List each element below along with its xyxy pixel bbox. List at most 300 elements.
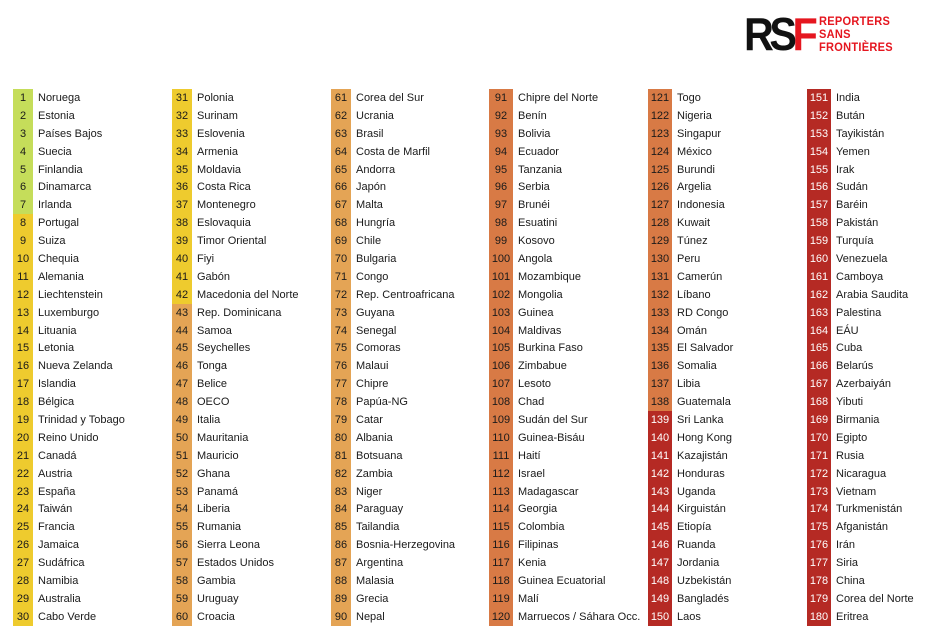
country-name: Macedonia del Norte (197, 288, 299, 301)
country-name: Guinea (518, 306, 554, 319)
rank-number: 135 (648, 339, 672, 357)
country-name: Surinam (197, 109, 238, 122)
country-name: Croacia (197, 610, 235, 623)
rank-number: 147 (648, 554, 672, 572)
rank-number: 154 (807, 143, 831, 161)
rank-number: 96 (489, 178, 513, 196)
rank-number: 124 (648, 143, 672, 161)
country-name: Rumania (197, 521, 242, 534)
rank-number: 35 (172, 161, 192, 179)
rank-number: 103 (489, 304, 513, 322)
rank-number: 48 (172, 393, 192, 411)
country-name: Jordania (677, 557, 720, 570)
country-name: Bolivia (518, 127, 551, 140)
rank-number: 112 (489, 465, 513, 483)
country-name: Lituania (38, 324, 77, 337)
country-name: Eritrea (836, 610, 869, 623)
country-name: Etiopía (677, 521, 712, 534)
rank-number: 53 (172, 483, 192, 501)
rank-number: 144 (648, 500, 672, 518)
country-name: Andorra (356, 163, 396, 176)
country-name: Brunéi (518, 199, 550, 212)
rank-number: 70 (331, 250, 351, 268)
country-name: Gabón (197, 270, 231, 283)
rank-number: 110 (489, 429, 513, 447)
country-name: Taiwán (38, 503, 73, 516)
logo-line-1: REPORTERS (819, 13, 891, 28)
country-name: Sudán del Sur (518, 413, 588, 426)
country-name: Zimbabue (518, 360, 567, 373)
country-name: Kenia (518, 557, 547, 570)
rank-number: 108 (489, 393, 513, 411)
rank-number: 175 (807, 518, 831, 536)
country-name: Papúa-NG (356, 396, 408, 409)
country-name: Líbano (677, 288, 711, 301)
country-name: Samoa (197, 324, 232, 337)
rank-number: 87 (331, 554, 351, 572)
rank-number: 75 (331, 339, 351, 357)
rank-number: 18 (13, 393, 33, 411)
rank-number: 139 (648, 411, 672, 429)
rank-number: 174 (807, 500, 831, 518)
rank-number: 176 (807, 536, 831, 554)
rank-number: 86 (331, 536, 351, 554)
country-name: Trinidad y Tobago (38, 413, 125, 426)
country-name: Laos (677, 610, 701, 623)
rank-number: 129 (648, 232, 672, 250)
country-name: Tanzania (518, 163, 563, 176)
country-name: Togo (677, 91, 701, 104)
country-name: Chad (518, 396, 545, 409)
rank-number: 55 (172, 518, 192, 536)
rank-number: 69 (331, 232, 351, 250)
rank-number: 52 (172, 465, 192, 483)
rank-number: 11 (13, 268, 33, 286)
country-name: Namibia (38, 574, 79, 587)
country-name: Haití (518, 449, 541, 462)
rank-number: 122 (648, 107, 672, 125)
rank-number: 21 (13, 447, 33, 465)
rank-number: 136 (648, 357, 672, 375)
country-name: Irán (836, 539, 855, 552)
rank-number: 43 (172, 304, 192, 322)
rank-number: 78 (331, 393, 351, 411)
country-name: Turkmenistán (836, 503, 903, 516)
rank-number: 15 (13, 339, 33, 357)
rank-number: 45 (172, 339, 192, 357)
country-name: Nigeria (677, 109, 712, 122)
rank-number: 85 (331, 518, 351, 536)
country-name: Canadá (38, 449, 77, 462)
country-name: El Salvador (677, 342, 734, 355)
country-name: Burundi (677, 163, 715, 176)
rank-number: 9 (13, 232, 33, 250)
rank-number: 127 (648, 196, 672, 214)
rank-number: 161 (807, 268, 831, 286)
country-name: Sierra Leona (197, 539, 260, 552)
country-name: Islandia (38, 378, 76, 391)
country-name: Guinea-Bisáu (518, 431, 585, 444)
rank-number: 171 (807, 447, 831, 465)
rank-number: 17 (13, 375, 33, 393)
rank-number: 150 (648, 608, 672, 626)
country-name: Brasil (356, 127, 384, 140)
rank-number: 143 (648, 483, 672, 501)
rank-number: 1 (13, 89, 33, 107)
rank-number: 58 (172, 572, 192, 590)
rsf-logo (744, 8, 934, 60)
country-name: Bosnia-Herzegovina (356, 539, 456, 552)
rank-number: 2 (13, 107, 33, 125)
rank-number: 62 (331, 107, 351, 125)
country-name: Congo (356, 270, 389, 283)
rank-number: 41 (172, 268, 192, 286)
country-name: Maldivas (518, 324, 562, 337)
country-name: Ucrania (356, 109, 394, 122)
rank-number: 145 (648, 518, 672, 536)
country-name: Baréin (836, 199, 868, 212)
rank-number: 95 (489, 161, 513, 179)
rank-number: 30 (13, 608, 33, 626)
country-name: México (677, 145, 712, 158)
country-name: Mozambique (518, 270, 581, 283)
country-name: Países Bajos (38, 127, 103, 140)
country-name: Malta (356, 199, 383, 212)
country-name: Belice (197, 378, 227, 391)
logo-letter-f: F (792, 8, 814, 60)
rank-number: 134 (648, 322, 672, 340)
rank-number: 107 (489, 375, 513, 393)
logo-letter-s: S (769, 8, 793, 60)
country-name: Serbia (518, 181, 550, 194)
rank-number: 8 (13, 214, 33, 232)
country-name: Finlandia (38, 163, 83, 176)
country-name: Jamaica (38, 539, 79, 552)
country-name: Uzbekistán (677, 574, 732, 587)
country-name: Costa Rica (197, 181, 251, 194)
country-name: Liechtenstein (38, 288, 103, 301)
country-name: Montenegro (197, 199, 256, 212)
country-name: Malaui (356, 360, 389, 373)
rank-number: 173 (807, 483, 831, 501)
country-name: Australia (38, 592, 81, 605)
rank-number: 38 (172, 214, 192, 232)
country-name: Seychelles (197, 342, 251, 355)
rank-number: 179 (807, 590, 831, 608)
rank-number: 94 (489, 143, 513, 161)
country-name: Corea del Sur (356, 91, 424, 104)
country-name: Vietnam (836, 485, 877, 498)
rank-number: 65 (331, 161, 351, 179)
country-name: Corea del Norte (836, 592, 914, 605)
logo-wordmark (819, 15, 925, 54)
rank-number: 26 (13, 536, 33, 554)
rank-number: 84 (331, 500, 351, 518)
country-name: Chequia (38, 252, 79, 265)
rank-number: 101 (489, 268, 513, 286)
country-name: Chipre (356, 378, 389, 391)
rank-number: 90 (331, 608, 351, 626)
rank-number: 77 (331, 375, 351, 393)
rank-number: 118 (489, 572, 513, 590)
rank-number: 128 (648, 214, 672, 232)
rank-number: 131 (648, 268, 672, 286)
rank-number: 138 (648, 393, 672, 411)
country-name: India (836, 91, 860, 104)
rank-number: 10 (13, 250, 33, 268)
rank-number: 149 (648, 590, 672, 608)
rank-number: 50 (172, 429, 192, 447)
rank-number: 73 (331, 304, 351, 322)
country-name: Costa de Marfil (356, 145, 430, 158)
country-name: Afganistán (836, 521, 888, 534)
country-name: Peru (677, 252, 701, 265)
rank-number: 37 (172, 196, 192, 214)
rank-number: 49 (172, 411, 192, 429)
rank-number: 13 (13, 304, 33, 322)
country-name: Bután (836, 109, 865, 122)
country-name: Nepal (356, 610, 385, 623)
country-name: Cuba (836, 342, 863, 355)
rank-number: 97 (489, 196, 513, 214)
rank-number: 12 (13, 286, 33, 304)
country-name: Palestina (836, 306, 882, 319)
country-name: Indonesia (677, 199, 725, 212)
rank-number: 89 (331, 590, 351, 608)
country-name: Luxemburgo (38, 306, 100, 319)
country-name: Gambia (197, 574, 236, 587)
country-name: Dinamarca (38, 181, 92, 194)
rank-number: 121 (648, 89, 672, 107)
rank-number: 88 (331, 572, 351, 590)
rank-number: 33 (172, 125, 192, 143)
rank-number: 19 (13, 411, 33, 429)
country-name: Marruecos / Sáhara Occ. (518, 610, 641, 623)
country-name: Tayikistán (836, 127, 885, 140)
country-name: Siria (836, 557, 859, 570)
country-name: Paraguay (356, 503, 404, 516)
country-name: Yibuti (836, 396, 864, 409)
country-name: Estonia (38, 109, 75, 122)
country-name: Austria (38, 467, 73, 480)
rank-number: 29 (13, 590, 33, 608)
rank-number: 166 (807, 357, 831, 375)
country-name: Omán (677, 324, 707, 337)
country-name: Camerún (677, 270, 723, 283)
country-name: Sudáfrica (38, 557, 85, 570)
rank-number: 32 (172, 107, 192, 125)
country-name: Argelia (677, 181, 712, 194)
country-name: Noruega (38, 91, 81, 104)
rank-number: 180 (807, 608, 831, 626)
rank-number: 74 (331, 322, 351, 340)
country-name: Irak (836, 163, 855, 176)
rank-number: 158 (807, 214, 831, 232)
rank-number: 177 (807, 554, 831, 572)
rank-number: 146 (648, 536, 672, 554)
country-name: Pakistán (836, 217, 879, 230)
country-name: Malí (518, 592, 539, 605)
country-name: Kirguistán (677, 503, 726, 516)
country-name: Filipinas (518, 539, 559, 552)
rank-number: 106 (489, 357, 513, 375)
rank-number: 113 (489, 483, 513, 501)
country-name: Catar (356, 413, 383, 426)
rank-number: 119 (489, 590, 513, 608)
rank-number: 63 (331, 125, 351, 143)
country-name: Eslovaquia (197, 217, 251, 230)
country-name: Bélgica (38, 396, 75, 409)
country-name: Honduras (677, 467, 725, 480)
country-name: Guinea Ecuatorial (518, 574, 606, 587)
country-name: Suiza (38, 235, 66, 248)
rank-number: 61 (331, 89, 351, 107)
country-name: Cabo Verde (38, 610, 97, 623)
country-name: Italia (197, 413, 221, 426)
rank-number: 34 (172, 143, 192, 161)
country-name: Rusia (836, 449, 865, 462)
country-name: Benín (518, 109, 547, 122)
country-name: Rep. Centroafricana (356, 288, 455, 301)
country-name: Mauricio (197, 449, 239, 462)
rank-number: 24 (13, 500, 33, 518)
rank-number: 104 (489, 322, 513, 340)
rank-number: 168 (807, 393, 831, 411)
country-name: Tailandia (356, 521, 400, 534)
rank-number: 20 (13, 429, 33, 447)
country-name: Bangladés (677, 592, 729, 605)
country-name: Irlanda (38, 199, 72, 212)
rank-number: 141 (648, 447, 672, 465)
country-name: Uganda (677, 485, 716, 498)
rank-number: 71 (331, 268, 351, 286)
rank-number: 165 (807, 339, 831, 357)
rank-number: 22 (13, 465, 33, 483)
rank-number: 151 (807, 89, 831, 107)
rank-number: 100 (489, 250, 513, 268)
country-name: Túnez (677, 235, 708, 248)
rank-number: 102 (489, 286, 513, 304)
rank-number: 5 (13, 161, 33, 179)
country-name: Nueva Zelanda (38, 360, 113, 373)
rank-number: 44 (172, 322, 192, 340)
country-name: Chipre del Norte (518, 91, 599, 104)
rank-number: 14 (13, 322, 33, 340)
country-name: Ruanda (677, 539, 716, 552)
country-name: Fiyi (197, 252, 215, 265)
country-name: Arabia Saudita (836, 288, 909, 301)
country-name: Malasia (356, 574, 394, 587)
rank-number: 91 (489, 89, 513, 107)
logo-letter-r: R (744, 8, 770, 60)
rank-number: 130 (648, 250, 672, 268)
rank-number: 109 (489, 411, 513, 429)
rank-number: 28 (13, 572, 33, 590)
country-name: Birmania (836, 413, 880, 426)
rank-number: 125 (648, 161, 672, 179)
country-name: Israel (518, 467, 545, 480)
country-name: Polonia (197, 91, 234, 104)
country-name: Moldavia (197, 163, 242, 176)
country-name: Guatemala (677, 396, 731, 409)
country-name: Tonga (197, 360, 227, 373)
rank-number: 157 (807, 196, 831, 214)
country-name: Niger (356, 485, 383, 498)
rank-number: 160 (807, 250, 831, 268)
country-name: Egipto (836, 431, 868, 444)
rank-number: 76 (331, 357, 351, 375)
rsf-logo-mark (744, 8, 814, 60)
country-name: Lesoto (518, 378, 552, 391)
rank-number: 59 (172, 590, 192, 608)
country-name: RD Congo (677, 306, 729, 319)
country-name: Belarús (836, 360, 874, 373)
rank-number: 56 (172, 536, 192, 554)
country-name: Hong Kong (677, 431, 733, 444)
country-name: Argentina (356, 557, 404, 570)
rank-number: 80 (331, 429, 351, 447)
rank-number: 178 (807, 572, 831, 590)
rank-number: 111 (489, 447, 513, 465)
country-name: Timor Oriental (197, 235, 267, 248)
rank-number: 47 (172, 375, 192, 393)
rank-number: 156 (807, 178, 831, 196)
country-name: Armenia (197, 145, 238, 158)
country-name: Grecia (356, 592, 389, 605)
country-name: Portugal (38, 217, 79, 230)
rank-number: 66 (331, 178, 351, 196)
country-name: Eslovenia (197, 127, 245, 140)
country-name: China (836, 574, 865, 587)
rank-number: 64 (331, 143, 351, 161)
rank-number: 114 (489, 500, 513, 518)
rank-number: 167 (807, 375, 831, 393)
rank-number: 140 (648, 429, 672, 447)
rank-number: 68 (331, 214, 351, 232)
country-name: Zambia (356, 467, 393, 480)
country-name: Francia (38, 521, 75, 534)
country-name: Somalia (677, 360, 717, 373)
country-name: Suecia (38, 145, 72, 158)
country-name: Sudán (836, 181, 868, 194)
country-name: Libia (677, 378, 701, 391)
country-name: Mauritania (197, 431, 249, 444)
rank-number: 98 (489, 214, 513, 232)
country-name: Madagascar (518, 485, 579, 498)
rank-number: 133 (648, 304, 672, 322)
country-name: OECO (197, 396, 230, 409)
country-name: Liberia (197, 503, 231, 516)
rank-number: 46 (172, 357, 192, 375)
rank-number: 39 (172, 232, 192, 250)
rank-number: 117 (489, 554, 513, 572)
rank-number: 153 (807, 125, 831, 143)
country-name: Hungría (356, 217, 396, 230)
rank-number: 148 (648, 572, 672, 590)
rank-number: 81 (331, 447, 351, 465)
rank-number: 162 (807, 286, 831, 304)
country-name: España (38, 485, 76, 498)
country-name: Rep. Dominicana (197, 306, 282, 319)
rank-number: 164 (807, 322, 831, 340)
rank-number: 152 (807, 107, 831, 125)
rank-number: 142 (648, 465, 672, 483)
country-name: Venezuela (836, 252, 888, 265)
rank-number: 57 (172, 554, 192, 572)
rank-number: 93 (489, 125, 513, 143)
logo-line-2: SANS FRONTIÈRES (819, 26, 893, 54)
rank-number: 4 (13, 143, 33, 161)
